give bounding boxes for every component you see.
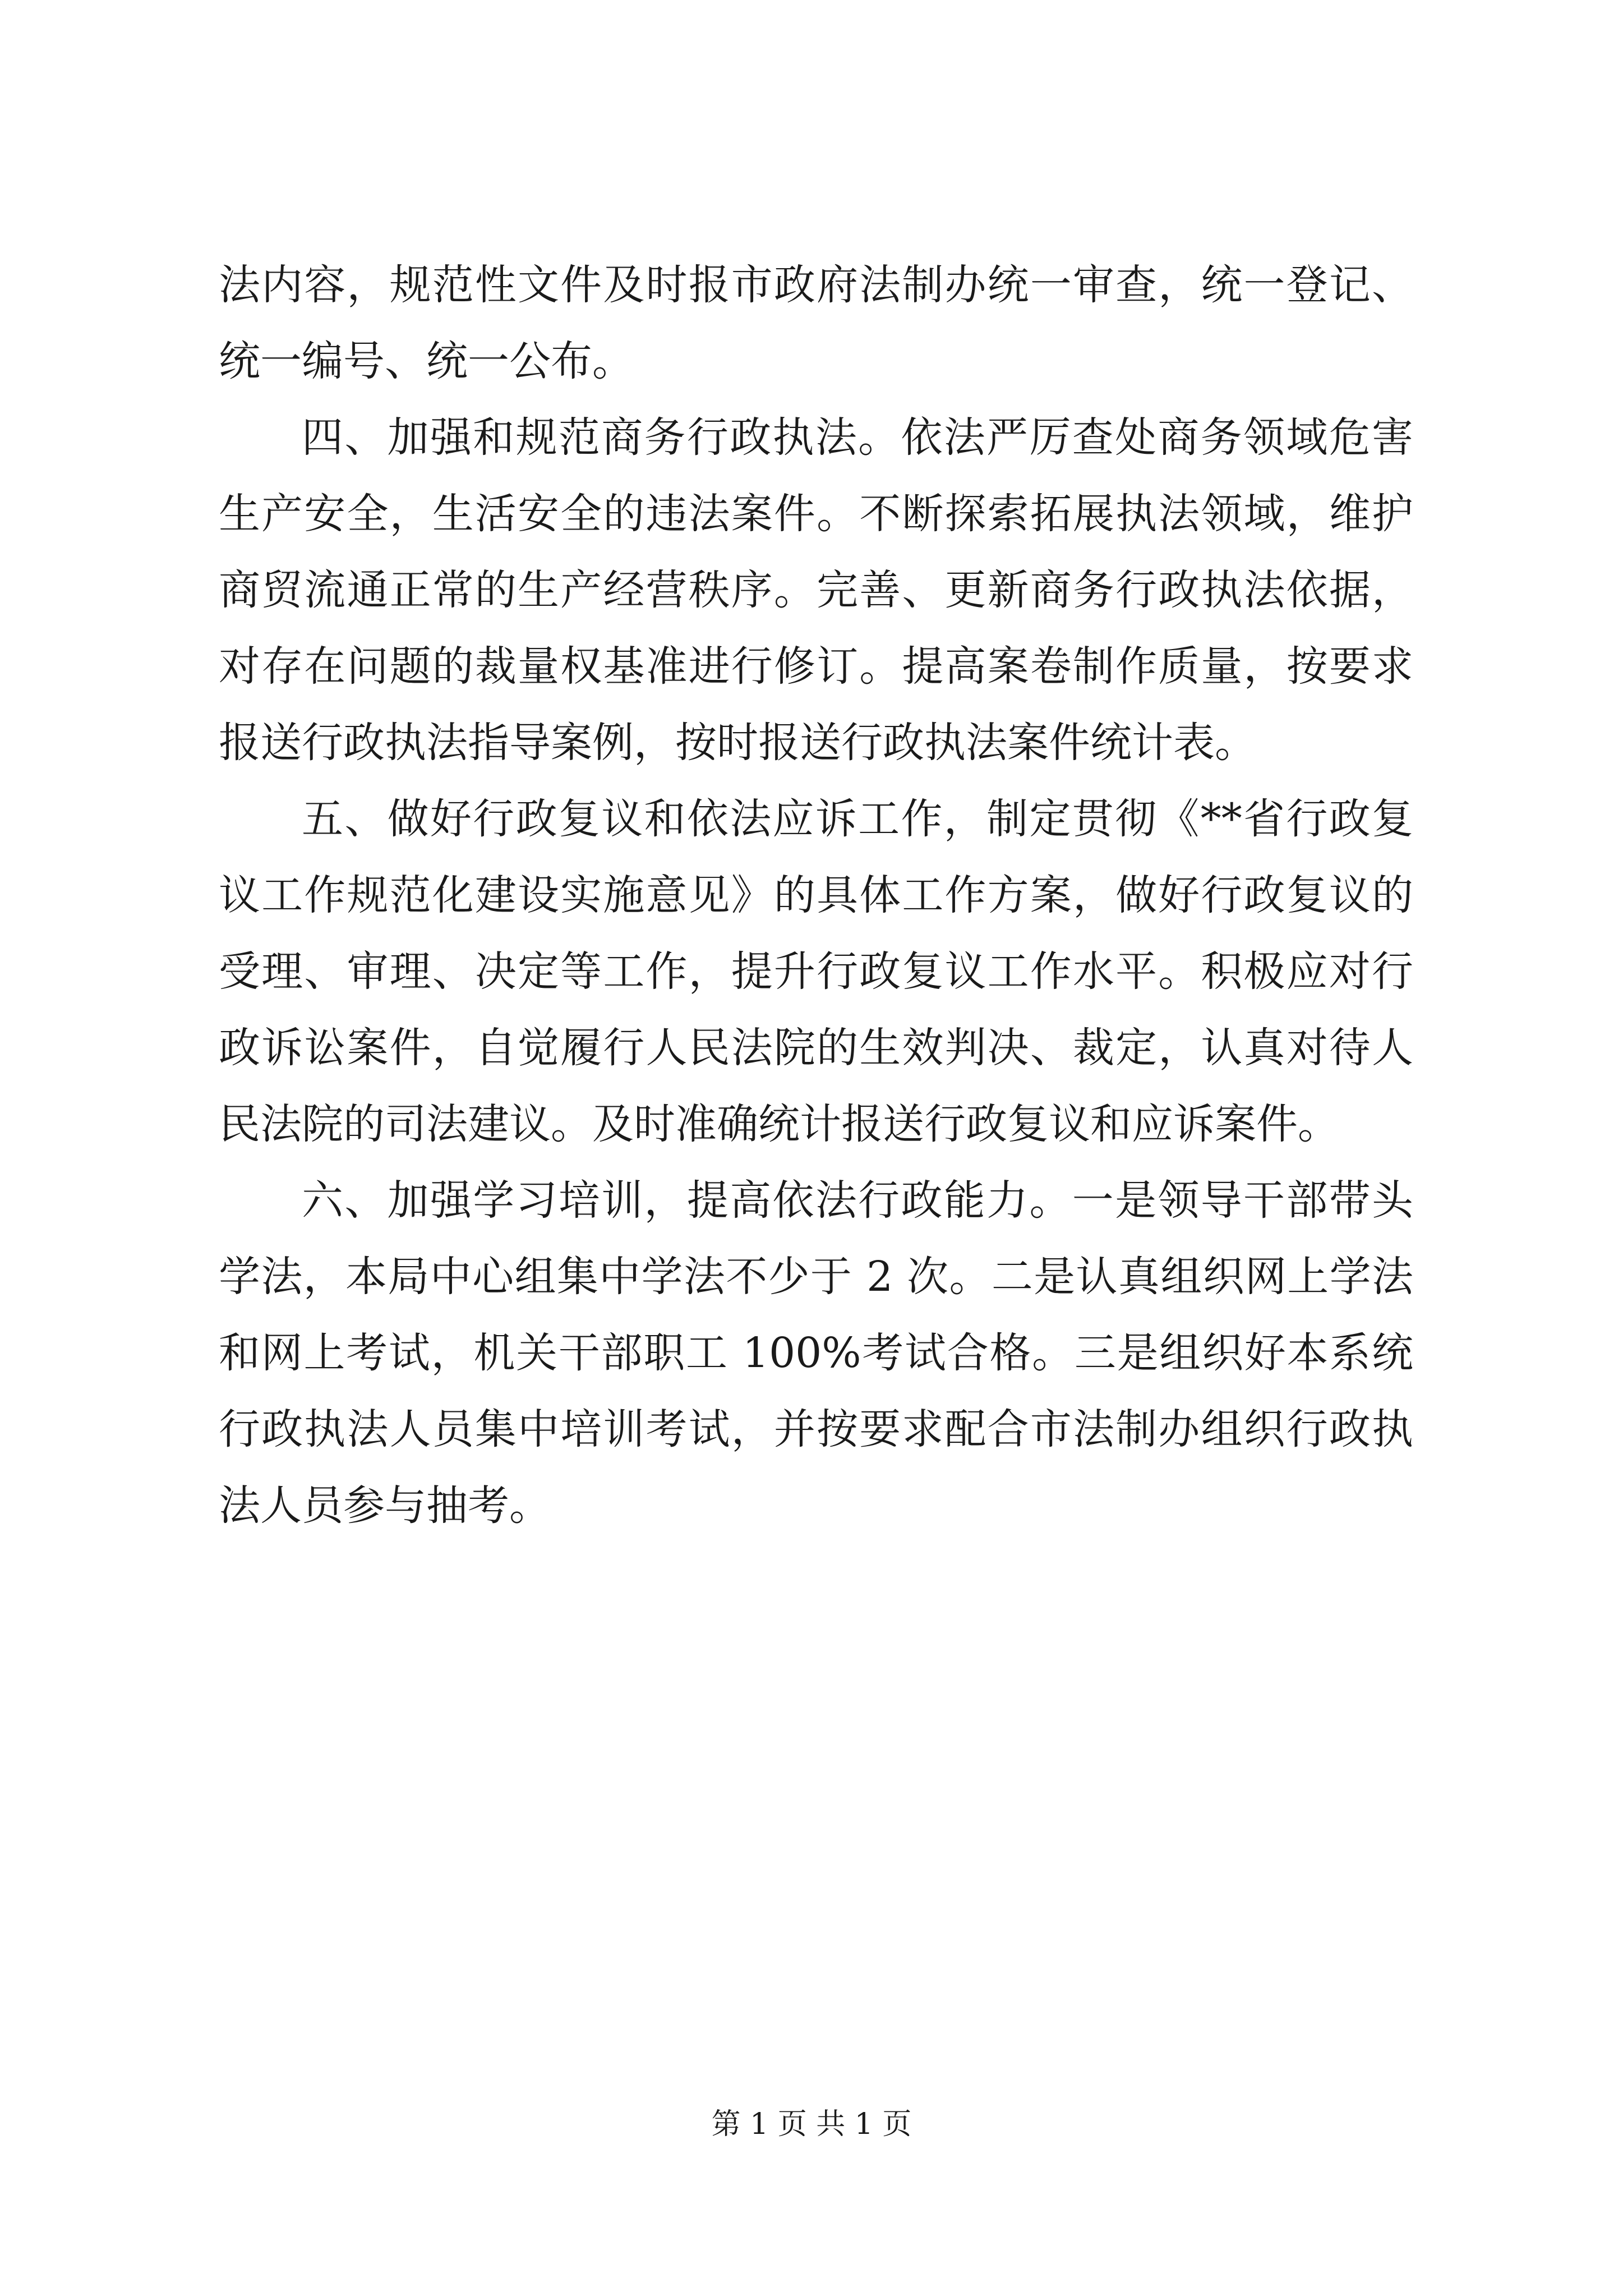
text-line: 受理、审理、决定等工作，提升行政复议工作水平。积极应对行 [219,947,1413,996]
text-line: 统一编号、统一公布。 [219,337,634,385]
page-number-footer: 第 1 页 共 1 页 [711,2108,912,2141]
text-line: 和网上考试，机关干部职工 100%考试合格。三是组织好本系统 [219,1329,1413,1377]
text-line: 四、加强和规范商务行政执法。依法严厉查处商务领域危害 [302,413,1413,462]
paragraph [219,399,1413,781]
text-line: 报送行政执法指导案例，按时报送行政执法案件统计表。 [219,719,1256,767]
text-line: 六、加强学习培训，提高依法行政能力。一是领导干部带头 [302,1176,1413,1225]
text-line: 生产安全，生活安全的违法案件。不断探索拓展执法领域，维护 [219,490,1413,538]
text-line: 学法，本局中心组集中学法不少于 2 次。二是认真组织网上学法 [219,1253,1413,1301]
text-line: 民法院的司法建议。及时准确统计报送行政复议和应诉案件。 [219,1100,1339,1148]
text-line: 商贸流通正常的生产经营秩序。完善、更新商务行政执法依据， [219,566,1413,614]
text-line: 法人员参与抽考。 [219,1481,551,1530]
text-line: 法内容，规范性文件及时报市政府法制办统一审查，统一登记、 [219,261,1413,309]
text-line: 五、做好行政复议和依法应诉工作，制定贯彻《**省行政复 [302,795,1413,843]
paragraph [219,1162,1413,1544]
text-line: 行政执法人员集中培训考试，并按要求配合市法制办组织行政执 [219,1405,1413,1453]
text-line: 议工作规范化建设实施意见》的具体工作方案，做好行政复议的 [219,871,1413,919]
document-body [219,247,1413,1544]
text-line: 政诉讼案件，自觉履行人民法院的生效判决、裁定，认真对待人 [219,1024,1413,1072]
paragraph [219,781,1413,1162]
text-line: 对存在问题的裁量权基准进行修订。提高案卷制作质量，按要求 [219,642,1413,691]
paragraph [219,247,1413,399]
